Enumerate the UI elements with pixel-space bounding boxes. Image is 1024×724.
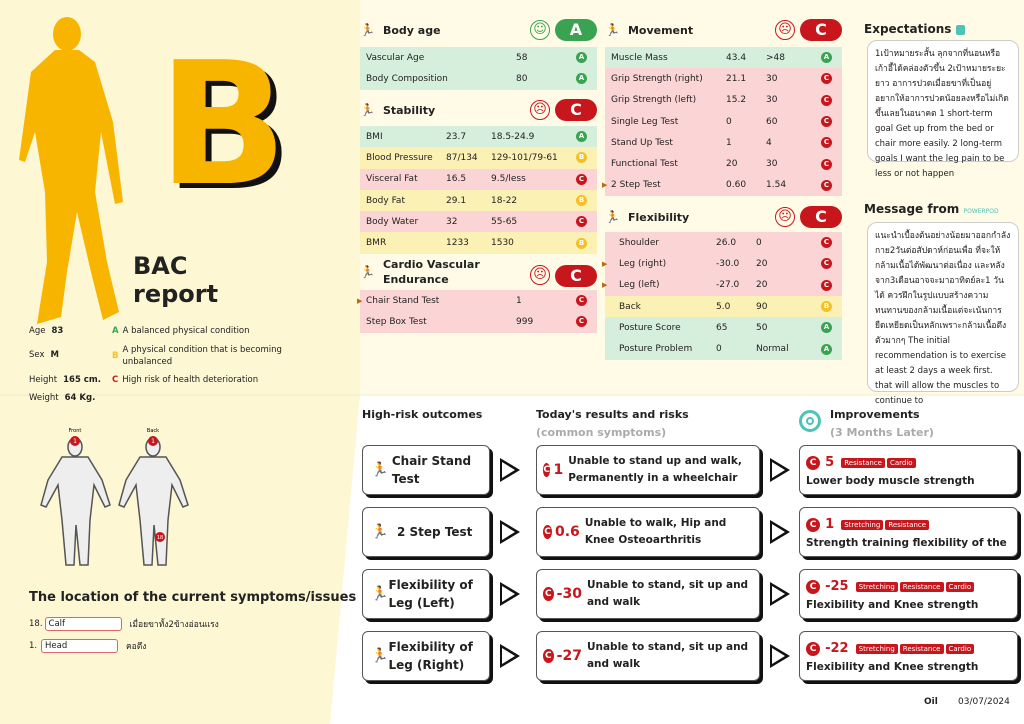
- improvement-value: -25: [825, 579, 849, 594]
- table-row: [360, 232, 597, 253]
- table-row: [357, 290, 597, 311]
- movement-table: [602, 47, 842, 196]
- exercise-tag: Stretching: [856, 644, 898, 654]
- grade-icon: C: [821, 180, 832, 191]
- metric-name: Body Composition: [366, 73, 448, 84]
- metric-value: 80: [516, 73, 528, 84]
- exercise-icon: 🏃: [371, 524, 389, 540]
- table-row: [605, 317, 842, 338]
- arrow-right-icon: [770, 458, 790, 482]
- footer-date: 03/07/2024: [958, 697, 1010, 707]
- happy-face-icon: ☺: [530, 20, 550, 40]
- table-row: [605, 90, 842, 111]
- grade-badge: C: [800, 19, 842, 41]
- risk-text: Unable to stand, sit up and and walk: [586, 641, 749, 670]
- metric-target: 4: [766, 137, 772, 148]
- height-info: Height 165 cm.: [29, 375, 101, 385]
- metric-target: 50: [756, 322, 768, 333]
- grade-icon: A: [576, 52, 587, 63]
- svg-text:1: 1: [151, 438, 155, 445]
- panel-title: Movement: [627, 23, 694, 37]
- grade-icon: A: [576, 131, 587, 142]
- result-value: 1: [553, 462, 564, 478]
- report-title-line2: report: [133, 280, 219, 308]
- metric-value: 999: [516, 316, 534, 327]
- arrow-right-icon: [770, 582, 790, 606]
- grade-icon: C: [821, 116, 832, 127]
- improvement-value: 1: [825, 517, 835, 532]
- stability-icon: 🏃: [360, 103, 375, 117]
- grade-badge: C: [555, 99, 597, 121]
- metric-name: Posture Problem: [619, 344, 693, 355]
- metric-name: Shoulder: [619, 237, 660, 248]
- outcome-test-card[interactable]: [362, 569, 490, 619]
- sad-face-icon: ☹: [775, 207, 795, 227]
- metric-value: -27.0: [716, 280, 740, 291]
- metric-target: 60: [766, 116, 778, 127]
- results-title: Today's results and risks: [536, 408, 689, 421]
- exercise-tag: Cardio: [946, 582, 975, 592]
- metric-value: 20: [726, 159, 738, 170]
- grade-icon: B: [821, 301, 832, 312]
- table-row: [605, 153, 842, 174]
- table-row: [605, 232, 842, 253]
- result-value: 0.6: [555, 524, 580, 540]
- marker-front-head: [70, 436, 80, 446]
- arrow-right-icon: [770, 644, 790, 668]
- sad-face-icon: ☹: [530, 265, 550, 285]
- svg-text:18: 18: [156, 535, 164, 541]
- exercise-tag: Cardio: [946, 644, 975, 654]
- metric-value: 29.1: [446, 195, 467, 206]
- metric-target: 55-65: [491, 216, 518, 227]
- metric-value: 1: [726, 137, 732, 148]
- pointer-icon: ▶: [602, 181, 608, 190]
- improvement-text: Flexibility and Knee strength: [806, 599, 979, 611]
- symptom-part-field[interactable]: Head: [41, 639, 118, 653]
- metric-value: 15.2: [726, 95, 747, 106]
- metric-value: -30.0: [716, 258, 740, 269]
- exercise-tag: Cardio: [887, 458, 916, 468]
- grade-icon: A: [821, 322, 832, 333]
- metric-target: 1.54: [766, 180, 787, 191]
- metric-name: Visceral Fat: [366, 174, 418, 185]
- metric-target: Normal: [756, 344, 789, 355]
- metric-name: Leg (left): [619, 280, 660, 291]
- message-text: แนะนำเบื้องต้นอย่างน้อยมาออกกำลังกาย2วันต่อสัปดาห์ก่อนเพื่อ ที่จะให้กล้ามเนื้อได้พัฒนาต่อเนื่อง และหลังจาก3เดือนอาจจะมาอาทิตย์ละ1 วันได้ ควรฝึกในรูปแบบสร้างความทนทานของกล้ามเนื้อแต่จะเน้นการยืดเหยียดเป็นหลักเพราะกล้ามเนื้อตึงตัวมากๆ The initial recommendation is to exercise at least 2 days a week first. that will allow the muscles to continue to: [867, 222, 1019, 392]
- panel-title: Cardio Vascular Endurance: [382, 258, 480, 286]
- svg-text:1: 1: [73, 438, 77, 445]
- sad-face-icon: ☹: [530, 100, 550, 120]
- report-title-line1: BAC: [133, 252, 188, 280]
- metric-name: Step Box Test: [366, 316, 427, 327]
- arrow-right-icon: [770, 520, 790, 544]
- grade-icon: C: [576, 216, 587, 227]
- exercise-icon: 🏃: [371, 462, 389, 478]
- metric-value: 0: [726, 116, 732, 127]
- risk-card[interactable]: [536, 631, 760, 681]
- table-row: [605, 111, 842, 132]
- powerpod-logo: POWERPOD: [963, 208, 999, 215]
- metric-target: 18-22: [491, 195, 518, 206]
- table-row: [602, 275, 842, 296]
- legend-b: B A physical condition that is becoming unbalanced: [112, 345, 282, 367]
- body-age-table: [360, 47, 597, 90]
- grade-icon: C: [543, 587, 554, 601]
- panel-title: Stability: [382, 103, 436, 117]
- metric-name: Muscle Mass: [611, 52, 668, 63]
- grade-icon: C: [821, 73, 832, 84]
- outcome-test-card[interactable]: [362, 445, 490, 495]
- metric-name: Blood Pressure: [366, 152, 433, 163]
- stability-table: [360, 126, 597, 254]
- improvement-card[interactable]: [799, 445, 1018, 495]
- metric-target: 20: [756, 280, 768, 291]
- metric-value: 58: [516, 52, 528, 63]
- test-name: Chair Stand Test: [391, 454, 472, 486]
- metric-value: 32: [446, 216, 458, 227]
- metric-name: Back: [619, 301, 641, 312]
- metric-value: 65: [716, 322, 728, 333]
- exercise-tag: Stretching: [856, 582, 898, 592]
- arrow-right-icon: [500, 644, 520, 668]
- table-row: [360, 126, 597, 147]
- risk-card[interactable]: [536, 569, 760, 619]
- result-value: -27: [556, 648, 582, 664]
- exercise-tag: Stretching: [841, 520, 883, 530]
- grade-icon: C: [543, 649, 554, 663]
- high-risk-title: High-risk outcomes: [362, 408, 483, 421]
- symptom-part-field[interactable]: Calf: [45, 617, 122, 631]
- sad-face-icon: ☹: [775, 20, 795, 40]
- metric-value: 0: [716, 344, 722, 355]
- grade-icon: C: [576, 295, 587, 306]
- table-row: [605, 296, 842, 317]
- risk-text: Unable to stand up and walk, Permanently in a wheelchair: [568, 455, 742, 484]
- movement-icon: 🏃: [605, 23, 620, 37]
- result-value: -30: [556, 586, 582, 602]
- metric-target: 1530: [491, 238, 514, 249]
- table-row: [605, 338, 842, 359]
- grade-icon: C: [806, 580, 820, 594]
- person-silhouette: [15, 12, 135, 330]
- svg-text:Front: Front: [68, 428, 82, 434]
- metric-value: 23.7: [446, 131, 467, 142]
- metric-name: Vascular Age: [366, 52, 425, 63]
- grade-icon: B: [576, 195, 587, 206]
- body-age-icon: 🏃: [360, 23, 375, 37]
- grade-icon: C: [576, 316, 587, 327]
- risk-card[interactable]: [536, 507, 760, 557]
- footer-name: Oil: [924, 697, 938, 707]
- risk-text: Unable to stand, sit up and and walk: [586, 579, 749, 608]
- metric-target: 129-101/79-61: [491, 152, 558, 163]
- metric-name: Posture Score: [619, 322, 681, 333]
- test-name: Flexibility of Leg (Right): [388, 640, 473, 672]
- grade-icon: C: [806, 518, 820, 532]
- metric-name: BMI: [366, 131, 383, 142]
- improvement-card[interactable]: [799, 569, 1018, 619]
- metric-name: Chair Stand Test: [366, 295, 440, 306]
- metric-target: 30: [766, 159, 778, 170]
- metric-target: >48: [766, 52, 785, 63]
- grade-icon: C: [544, 527, 551, 537]
- flexibility-icon: 🏃: [605, 210, 620, 224]
- metric-name: Functional Test: [611, 159, 678, 170]
- metric-target: 9.5/less: [491, 174, 526, 185]
- pointer-icon: ▶: [602, 259, 608, 268]
- metric-name: BMR: [366, 238, 387, 249]
- grade-badge: C: [800, 206, 842, 228]
- test-name: Flexibility of Leg (Left): [388, 578, 473, 610]
- grade-icon: B: [576, 152, 587, 163]
- table-row: [360, 211, 597, 232]
- metric-target: 90: [756, 301, 768, 312]
- metric-value: 1233: [446, 238, 469, 249]
- arrow-right-icon: [500, 520, 520, 544]
- grade-icon: C: [821, 280, 832, 291]
- grade-icon: A: [821, 52, 832, 63]
- table-row: [360, 311, 597, 332]
- panel-title: Flexibility: [627, 210, 690, 224]
- test-name: 2 Step Test: [397, 525, 473, 539]
- marker-back-head: [148, 436, 158, 446]
- body-diagram: [30, 425, 205, 575]
- table-row: [360, 68, 597, 89]
- table-row: [605, 68, 842, 89]
- exercise-tag: Resistance: [841, 458, 885, 468]
- improvement-value: 5: [825, 455, 835, 470]
- marker-back-calf: [155, 532, 165, 542]
- sex-info: Sex M: [29, 350, 59, 360]
- metric-value: 21.1: [726, 73, 747, 84]
- metric-target: 30: [766, 73, 778, 84]
- metric-name: Stand Up Test: [611, 137, 673, 148]
- grade-icon: C: [821, 258, 832, 269]
- metric-name: Grip Strength (left): [611, 95, 697, 106]
- symptom-item: 1. Head คอตึง: [29, 641, 147, 652]
- outcome-test-card[interactable]: [362, 631, 490, 681]
- metric-value: 5.0: [716, 301, 731, 312]
- note-icon: [956, 25, 965, 35]
- metric-value: 0.60: [726, 180, 747, 191]
- table-row: [360, 147, 597, 168]
- panel-title: Body age: [382, 23, 441, 37]
- metric-target: 18.5-24.9: [491, 131, 535, 142]
- grade-icon: B: [576, 238, 587, 249]
- improvement-text: Lower body muscle strength: [806, 475, 975, 487]
- metric-value: 43.4: [726, 52, 747, 63]
- metric-target: 30: [766, 95, 778, 106]
- cardio-icon: 🏃: [360, 265, 375, 279]
- grade-icon: C: [821, 95, 832, 106]
- age-info: Age 83: [29, 326, 64, 336]
- overall-grade: B: [158, 26, 288, 224]
- exercise-icon: 🏃: [371, 648, 389, 664]
- arrow-right-icon: [500, 458, 520, 482]
- results-subtitle: (common symptoms): [536, 426, 667, 439]
- report-title: [133, 252, 218, 308]
- grade-icon: C: [821, 237, 832, 248]
- weight-info: Weight 64 Kg.: [29, 393, 96, 403]
- flexibility-table: [602, 232, 842, 360]
- metric-value: 87/134: [446, 152, 478, 163]
- table-row: [360, 190, 597, 211]
- symptoms-title: The location of the current symptoms/issues: [29, 590, 357, 605]
- message-title: Message from POWERPOD: [864, 202, 999, 216]
- table-row: [360, 169, 597, 190]
- metric-value: 16.5: [446, 174, 467, 185]
- svg-text:Back: Back: [146, 428, 160, 434]
- expectations-text: 1เป้าหมายระสั้น ลุกจากที่นอนหรือเก้าอี้ได้คล่องตัวขึ้น 2เป้าหมายระยะยาว อาการปวดเมื่อยขาที่เป็นอยู่ อยากให้อาการปวดน้อยลงหรือไม่เกิดขึ้นเลยในอนาคต 1 short-term goal Get up from the bed or chair more easily. 2 long-term goals I want the leg pain to be less or not happen: [867, 40, 1019, 162]
- metric-name: Grip Strength (right): [611, 73, 703, 84]
- exercise-tag: Resistance: [900, 582, 944, 592]
- symptom-item: 18. Calf เมื่อยขาทั้ง2ข้างอ่อนแรง: [29, 619, 219, 630]
- grade-badge: A: [555, 19, 597, 41]
- pointer-icon: ▶: [602, 281, 608, 290]
- grade-icon: A: [576, 73, 587, 84]
- legend-a: A A balanced physical condition: [112, 326, 250, 336]
- grade-badge: C: [555, 265, 597, 287]
- metric-target: 20: [756, 258, 768, 269]
- grade-icon: C: [806, 456, 820, 470]
- metric-name: Body Fat: [366, 195, 405, 206]
- grade-icon: C: [806, 642, 820, 656]
- exercise-tag: Resistance: [900, 644, 944, 654]
- risk-card[interactable]: [536, 445, 760, 495]
- legend-c: C High risk of health deterioration: [112, 375, 259, 385]
- metric-name: Body Water: [366, 216, 419, 227]
- expectations-title: Expectations: [864, 22, 965, 36]
- metric-name: Leg (right): [619, 258, 667, 269]
- grade-icon: C: [821, 137, 832, 148]
- grade-icon: C: [576, 174, 587, 185]
- table-row: [602, 253, 842, 274]
- improvement-text: Flexibility and Knee strength: [806, 661, 979, 673]
- outcome-test-card[interactable]: [362, 507, 490, 557]
- risk-text: Unable to walk, Hip and Knee Osteoarthritis: [584, 517, 727, 546]
- improvements-subtitle: (3 Months Later): [830, 426, 934, 439]
- metric-name: Single Leg Test: [611, 116, 679, 127]
- grade-icon: C: [543, 465, 551, 475]
- improvement-card[interactable]: [799, 631, 1018, 681]
- metric-name: 2 Step Test: [611, 180, 661, 191]
- improvements-title: Improvements: [830, 408, 920, 421]
- arrow-right-icon: [500, 582, 520, 606]
- target-icon: [799, 410, 821, 432]
- table-row: [605, 132, 842, 153]
- pointer-icon: ▶: [357, 296, 363, 305]
- table-row: [360, 47, 597, 68]
- metric-target: 0: [756, 237, 762, 248]
- exercise-tag: Resistance: [885, 520, 929, 530]
- metric-value: 1: [516, 295, 522, 306]
- metric-value: 26.0: [716, 237, 737, 248]
- improvement-value: -22: [825, 641, 849, 656]
- table-row: [605, 47, 842, 68]
- table-row: [602, 175, 842, 196]
- cardio-table: [357, 290, 597, 333]
- improvement-text: Strength training flexibility of the: [806, 537, 1007, 549]
- grade-icon: A: [821, 344, 832, 355]
- exercise-icon: 🏃: [371, 586, 389, 602]
- improvement-card[interactable]: [799, 507, 1018, 557]
- grade-icon: C: [821, 159, 832, 170]
